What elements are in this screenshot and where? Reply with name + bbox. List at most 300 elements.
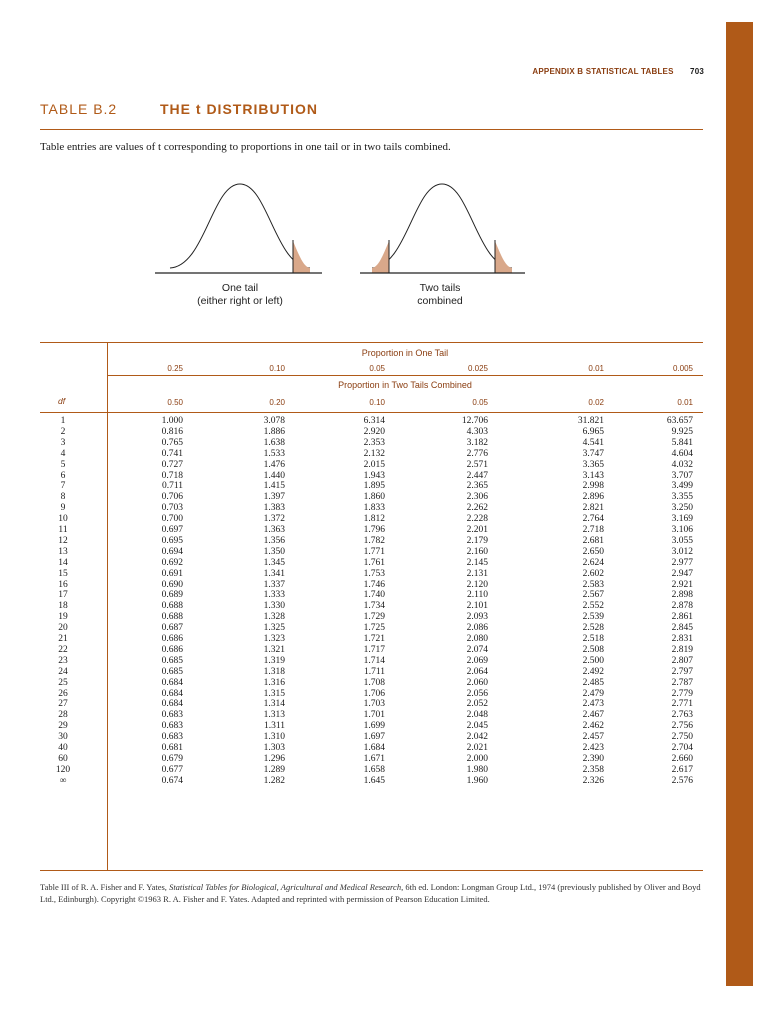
t-value-cell: 2.797 <box>671 666 693 677</box>
t-value-cell: 0.765 <box>161 437 183 448</box>
table-row <box>0 667 768 678</box>
t-value-cell: 2.776 <box>466 448 488 459</box>
t-value-cell: 1.638 <box>263 437 285 448</box>
t-value-cell: 2.821 <box>582 503 604 514</box>
t-value-cell: 0.689 <box>161 590 183 601</box>
two-tail-caption-line1: Two tails <box>419 282 461 294</box>
t-value-cell: 2.228 <box>466 514 488 525</box>
t-value-cell: 0.741 <box>161 448 183 459</box>
t-value-cell: 2.201 <box>466 525 488 535</box>
t-value-cell: 0.690 <box>161 579 183 590</box>
table-title: THE t DISTRIBUTION <box>160 101 318 117</box>
t-value-cell: 2.000 <box>466 753 488 764</box>
t-value-cell: 1.729 <box>363 612 385 623</box>
df-cell: 26 <box>58 688 68 699</box>
t-value-cell: 1.333 <box>263 590 285 601</box>
t-value-cell: 3.747 <box>582 448 604 459</box>
t-value-cell: 0.681 <box>161 743 183 753</box>
t-value-cell: 2.660 <box>671 753 693 764</box>
t-value-cell: 3.012 <box>671 546 693 557</box>
t-value-cell: 1.533 <box>263 448 285 459</box>
t-value-cell: 2.306 <box>466 492 488 503</box>
t-value-cell: 1.771 <box>363 546 385 557</box>
df-cell: 15 <box>58 568 68 579</box>
t-value-cell: 2.390 <box>582 753 604 764</box>
t-value-cell: 1.658 <box>363 764 385 775</box>
t-value-cell: 1.645 <box>363 775 385 786</box>
t-value-cell: 1.323 <box>263 634 285 644</box>
t-value-cell: 2.878 <box>671 601 693 612</box>
t-value-cell: 1.296 <box>263 753 285 764</box>
table-row <box>0 449 768 460</box>
t-value-cell: 2.756 <box>671 721 693 732</box>
two-tail-curve <box>372 184 512 268</box>
t-value-cell: 1.328 <box>263 612 285 623</box>
one-tail-header: Proportion in One Tail <box>361 348 449 358</box>
t-value-cell: 0.688 <box>161 612 183 623</box>
t-value-cell: 2.704 <box>671 743 693 753</box>
t-value-cell: 1.753 <box>363 568 385 579</box>
t-value-cell: 1.303 <box>263 743 285 753</box>
table-row <box>0 514 768 525</box>
t-value-cell: 2.447 <box>466 470 488 481</box>
t-value-cell: 0.711 <box>161 481 183 492</box>
t-value-cell: 31.821 <box>577 416 604 426</box>
t-value-cell: 2.353 <box>363 437 385 448</box>
t-value-cell: 3.078 <box>263 416 285 426</box>
table-row <box>0 743 768 754</box>
df-cell: 14 <box>58 557 68 568</box>
t-value-cell: 2.898 <box>671 590 693 601</box>
t-value-cell: 2.750 <box>671 732 693 743</box>
t-value-cell: 1.397 <box>263 492 285 503</box>
t-value-cell: 1.717 <box>363 644 385 655</box>
t-value-cell: 2.771 <box>671 699 693 710</box>
t-value-cell: 3.355 <box>671 492 693 503</box>
t-value-cell: 2.567 <box>582 590 604 601</box>
t-value-cell: 1.476 <box>263 459 285 470</box>
t-value-cell: 2.074 <box>466 644 488 655</box>
t-value-cell: 9.925 <box>671 426 693 437</box>
t-value-cell: 2.500 <box>582 655 604 666</box>
t-value-cell: 1.714 <box>363 655 385 666</box>
t-value-cell: 1.860 <box>363 492 385 503</box>
t-value-cell: 0.687 <box>161 623 183 634</box>
t-value-cell: 2.080 <box>466 634 488 644</box>
t-value-cell: 2.064 <box>466 666 488 677</box>
t-value-cell: 1.761 <box>363 557 385 568</box>
two-tail-left-shaded-region <box>372 241 389 273</box>
t-value-cell: 2.576 <box>671 775 693 786</box>
t-value-cell: 2.807 <box>671 655 693 666</box>
t-value-cell: 1.350 <box>263 546 285 557</box>
two-tail-value-4: 0.02 <box>588 398 604 407</box>
t-value-cell: 2.462 <box>582 721 604 732</box>
table-row <box>0 558 768 569</box>
t-value-cell: 3.169 <box>671 514 693 525</box>
t-value-cell: 2.763 <box>671 710 693 721</box>
t-value-cell: 1.706 <box>363 688 385 699</box>
table-top-rule <box>40 342 703 343</box>
t-value-cell: 1.734 <box>363 601 385 612</box>
two-tail-value-5: 0.01 <box>677 398 693 407</box>
t-value-cell: 2.131 <box>466 568 488 579</box>
table-row <box>0 438 768 449</box>
footnote-book-title: Statistical Tables for Biological, Agricultural and Medical Research <box>169 882 402 892</box>
t-value-cell: 1.721 <box>363 634 385 644</box>
t-value-cell: 2.015 <box>363 459 385 470</box>
t-value-cell: 1.708 <box>363 677 385 688</box>
t-value-cell: 1.684 <box>363 743 385 753</box>
table-bottom-rule <box>40 870 703 871</box>
table-row <box>0 492 768 503</box>
df-cell: 9 <box>60 503 66 514</box>
t-value-cell: 3.106 <box>671 525 693 535</box>
t-value-cell: 2.845 <box>671 623 693 634</box>
t-value-cell: 1.315 <box>263 688 285 699</box>
t-value-cell: 1.440 <box>263 470 285 481</box>
t-value-cell: 1.345 <box>263 557 285 568</box>
t-value-cell: 1.782 <box>363 535 385 546</box>
t-value-cell: 5.841 <box>671 437 693 448</box>
running-head-text: APPENDIX B STATISTICAL TABLES <box>532 67 674 76</box>
t-value-cell: 2.819 <box>671 644 693 655</box>
t-value-cell: 1.796 <box>363 525 385 535</box>
t-value-cell: 1.703 <box>363 699 385 710</box>
t-value-cell: 1.282 <box>263 775 285 786</box>
df-cell: 21 <box>58 634 68 644</box>
t-value-cell: 2.132 <box>363 448 385 459</box>
t-value-cell: 2.060 <box>466 677 488 688</box>
intro-text: Table entries are values of t corresponding to proportions in one tail or in two tails combined. <box>40 141 451 153</box>
t-value-cell: 1.697 <box>363 732 385 743</box>
t-value-cell: 2.539 <box>582 612 604 623</box>
t-value-cell: 2.485 <box>582 677 604 688</box>
df-cell: 7 <box>60 481 66 492</box>
df-cell: 16 <box>58 579 68 590</box>
t-value-cell: 1.960 <box>466 775 488 786</box>
df-cell: 24 <box>58 666 68 677</box>
two-tail-right-shaded-region <box>495 241 512 273</box>
table-row <box>0 645 768 656</box>
t-value-cell: 1.318 <box>263 666 285 677</box>
t-value-cell: 2.528 <box>582 623 604 634</box>
t-value-cell: 2.365 <box>466 481 488 492</box>
table-row <box>0 569 768 580</box>
one-tail-value-2: 0.05 <box>369 364 385 373</box>
t-value-cell: 3.250 <box>671 503 693 514</box>
title-rule <box>40 129 703 130</box>
t-value-cell: 4.604 <box>671 448 693 459</box>
t-value-cell: 2.861 <box>671 612 693 623</box>
t-value-cell: 6.314 <box>363 416 385 426</box>
table-row <box>0 678 768 689</box>
t-value-cell: 1.372 <box>263 514 285 525</box>
t-value-cell: 0.692 <box>161 557 183 568</box>
t-value-cell: 2.896 <box>582 492 604 503</box>
t-value-cell: 2.045 <box>466 721 488 732</box>
t-value-cell: 1.980 <box>466 764 488 775</box>
df-cell: 13 <box>58 546 68 557</box>
t-value-cell: 0.695 <box>161 535 183 546</box>
table-row <box>0 471 768 482</box>
t-value-cell: 2.977 <box>671 557 693 568</box>
two-tail-value-2: 0.10 <box>369 398 385 407</box>
t-value-cell: 3.143 <box>582 470 604 481</box>
t-value-cell: 2.624 <box>582 557 604 568</box>
table-row <box>0 547 768 558</box>
two-tail-value-1: 0.20 <box>269 398 285 407</box>
t-value-cell: 0.688 <box>161 601 183 612</box>
t-value-cell: 1.337 <box>263 579 285 590</box>
table-row <box>0 689 768 700</box>
t-value-cell: 2.457 <box>582 732 604 743</box>
t-value-cell: 2.052 <box>466 699 488 710</box>
table-row <box>0 601 768 612</box>
t-value-cell: 0.703 <box>161 503 183 514</box>
t-value-cell: 0.683 <box>161 732 183 743</box>
t-value-cell: 2.160 <box>466 546 488 557</box>
table-row <box>0 732 768 743</box>
one-tail-curve <box>170 184 310 268</box>
t-value-cell: 2.718 <box>582 525 604 535</box>
t-value-cell: 3.707 <box>671 470 693 481</box>
df-cell: 11 <box>58 525 68 535</box>
df-cell: 23 <box>58 655 68 666</box>
df-cell: 1 <box>60 416 66 426</box>
df-cell: 25 <box>58 677 68 688</box>
t-value-cell: 2.179 <box>466 535 488 546</box>
t-value-cell: 2.921 <box>671 579 693 590</box>
table-row <box>0 416 768 427</box>
t-value-cell: 1.321 <box>263 644 285 655</box>
df-cell: 60 <box>58 753 68 764</box>
t-value-cell: 1.314 <box>263 699 285 710</box>
table-row <box>0 525 768 536</box>
table-row <box>0 623 768 634</box>
t-value-cell: 1.740 <box>363 590 385 601</box>
one-tail-caption-line2: (either right or left) <box>197 295 283 307</box>
df-cell: 18 <box>58 601 68 612</box>
t-value-cell: 1.671 <box>363 753 385 764</box>
t-value-cell: 2.056 <box>466 688 488 699</box>
t-value-cell: 4.303 <box>466 426 488 437</box>
two-tail-caption-line2: combined <box>417 295 463 307</box>
t-value-cell: 0.700 <box>161 514 183 525</box>
t-value-cell: 0.685 <box>161 655 183 666</box>
t-value-cell: 1.319 <box>263 655 285 666</box>
df-header: df <box>58 396 66 406</box>
footnote-text-2: , 6th ed. London: Longman Group Ltd., 1974 (previously published by Oliver and Boyd Ltd., Edinburgh). Copyright ©1963 R. A. Fisher and F. Yates. Adapted and reprinted with permission of Pearson Education Limited. <box>40 882 701 904</box>
df-cell: 4 <box>60 448 66 459</box>
df-cell: 20 <box>58 623 68 634</box>
t-value-cell: 1.383 <box>263 503 285 514</box>
table-row <box>0 765 768 776</box>
two-tail-header: Proportion in Two Tails Combined <box>338 380 472 390</box>
t-value-cell: 1.415 <box>263 481 285 492</box>
df-cell: 2 <box>60 426 66 437</box>
t-value-cell: 2.508 <box>582 644 604 655</box>
table-row <box>0 460 768 471</box>
t-value-cell: 2.093 <box>466 612 488 623</box>
t-value-cell: 2.583 <box>582 579 604 590</box>
t-value-cell: 1.316 <box>263 677 285 688</box>
table-row <box>0 536 768 547</box>
table-row <box>0 590 768 601</box>
t-value-cell: 2.681 <box>582 535 604 546</box>
t-value-cell: 6.965 <box>582 426 604 437</box>
t-value-cell: 0.684 <box>161 699 183 710</box>
page-number: 703 <box>690 67 704 76</box>
t-value-cell: 2.602 <box>582 568 604 579</box>
df-cell: 8 <box>60 492 66 503</box>
t-value-cell: 0.674 <box>161 775 183 786</box>
t-value-cell: 0.718 <box>161 470 183 481</box>
t-value-cell: 1.341 <box>263 568 285 579</box>
two-tail-value-3: 0.05 <box>472 398 488 407</box>
header-divider <box>107 375 703 376</box>
t-value-cell: 1.812 <box>363 514 385 525</box>
t-value-cell: 2.467 <box>582 710 604 721</box>
t-value-cell: 2.552 <box>582 601 604 612</box>
t-value-cell: 0.686 <box>161 644 183 655</box>
table-row <box>0 721 768 732</box>
df-cell: 120 <box>55 764 71 775</box>
t-value-cell: 1.895 <box>363 481 385 492</box>
one-tail-value-5: 0.005 <box>672 364 693 373</box>
t-value-cell: 2.831 <box>671 634 693 644</box>
t-value-cell: 1.289 <box>263 764 285 775</box>
table-row <box>0 634 768 645</box>
one-tail-value-4: 0.01 <box>588 364 604 373</box>
t-value-cell: 0.684 <box>161 677 183 688</box>
t-value-cell: 0.683 <box>161 710 183 721</box>
t-value-cell: 2.110 <box>466 590 488 601</box>
t-value-cell: 2.021 <box>466 743 488 753</box>
t-value-cell: 1.363 <box>263 525 285 535</box>
one-tail-caption-line1: One tail <box>221 282 259 294</box>
two-tail-caption <box>360 282 520 308</box>
t-value-cell: 2.947 <box>671 568 693 579</box>
df-cell: 22 <box>58 644 68 655</box>
t-value-cell: 2.779 <box>671 688 693 699</box>
t-value-cell: 2.473 <box>582 699 604 710</box>
t-value-cell: 4.032 <box>671 459 693 470</box>
t-value-cell: 1.699 <box>363 721 385 732</box>
t-value-cell: 3.055 <box>671 535 693 546</box>
table-row <box>0 656 768 667</box>
one-tail-value-0: 0.25 <box>167 364 183 373</box>
t-value-cell: 0.691 <box>161 568 183 579</box>
t-value-cell: 0.677 <box>161 764 183 775</box>
one-tail-shaded-region <box>293 241 310 273</box>
t-value-cell: 1.311 <box>263 721 285 732</box>
df-cell: 17 <box>58 590 68 601</box>
t-value-cell: 2.764 <box>582 514 604 525</box>
df-cell: 12 <box>58 535 68 546</box>
t-value-cell: 1.886 <box>263 426 285 437</box>
t-value-cell: 3.499 <box>671 481 693 492</box>
t-value-cell: 2.920 <box>363 426 385 437</box>
t-value-cell: 3.365 <box>582 459 604 470</box>
df-cell: 30 <box>58 732 68 743</box>
df-cell: 27 <box>58 699 68 710</box>
df-cell: 29 <box>58 721 68 732</box>
t-value-cell: 1.701 <box>363 710 385 721</box>
t-value-cell: 0.683 <box>161 721 183 732</box>
table-row <box>0 612 768 623</box>
df-cell: 19 <box>58 612 68 623</box>
table-label: TABLE B.2 <box>40 101 118 117</box>
t-value-cell: 2.086 <box>466 623 488 634</box>
t-value-cell: 2.048 <box>466 710 488 721</box>
t-value-cell: 2.042 <box>466 732 488 743</box>
t-value-cell: 2.998 <box>582 481 604 492</box>
table-row <box>0 710 768 721</box>
t-value-cell: 2.326 <box>582 775 604 786</box>
df-cell: 40 <box>58 743 68 753</box>
footnote-text-1: Table III of R. A. Fisher and F. Yates, <box>40 882 170 892</box>
one-tail-value-3: 0.025 <box>467 364 488 373</box>
t-value-cell: 2.120 <box>466 579 488 590</box>
t-value-cell: 4.541 <box>582 437 604 448</box>
t-value-cell: 2.492 <box>582 666 604 677</box>
t-value-cell: 0.686 <box>161 634 183 644</box>
df-cell: 6 <box>60 470 66 481</box>
t-value-cell: 2.518 <box>582 634 604 644</box>
t-value-cell: 1.711 <box>363 666 385 677</box>
t-value-cell: 63.657 <box>666 416 693 426</box>
t-value-cell: 0.727 <box>161 459 183 470</box>
source-footnote <box>40 881 705 905</box>
df-cell: 10 <box>58 514 68 525</box>
t-value-cell: 2.479 <box>582 688 604 699</box>
t-value-cell: 1.943 <box>363 470 385 481</box>
t-value-cell: 1.325 <box>263 623 285 634</box>
t-value-cell: 2.145 <box>466 557 488 568</box>
t-value-cell: 2.262 <box>466 503 488 514</box>
t-value-cell: 0.706 <box>161 492 183 503</box>
table-row <box>0 427 768 438</box>
two-tail-value-0: 0.50 <box>167 398 183 407</box>
t-value-cell: 2.650 <box>582 546 604 557</box>
t-value-cell: 0.694 <box>161 546 183 557</box>
t-value-cell: 1.833 <box>363 503 385 514</box>
t-value-cell: 12.706 <box>461 416 488 426</box>
t-value-cell: 2.617 <box>671 764 693 775</box>
df-cell: 3 <box>60 437 66 448</box>
t-value-cell: 2.571 <box>466 459 488 470</box>
t-value-cell: 1.330 <box>263 601 285 612</box>
table-row <box>0 580 768 591</box>
one-tail-caption <box>160 282 320 308</box>
t-value-cell: 0.685 <box>161 666 183 677</box>
t-value-cell: 0.679 <box>161 753 183 764</box>
running-head <box>420 67 704 76</box>
df-cell: ∞ <box>59 775 67 786</box>
table-row <box>0 503 768 514</box>
t-value-cell: 2.423 <box>582 743 604 753</box>
t-value-cell: 2.101 <box>466 601 488 612</box>
t-value-cell: 1.746 <box>363 579 385 590</box>
t-value-cell: 1.000 <box>161 416 183 426</box>
t-value-cell: 3.182 <box>466 437 488 448</box>
t-value-cell: 1.725 <box>363 623 385 634</box>
table-row <box>0 776 768 787</box>
df-cell: 28 <box>58 710 68 721</box>
table-header-rule <box>40 412 703 413</box>
t-value-cell: 2.358 <box>582 764 604 775</box>
